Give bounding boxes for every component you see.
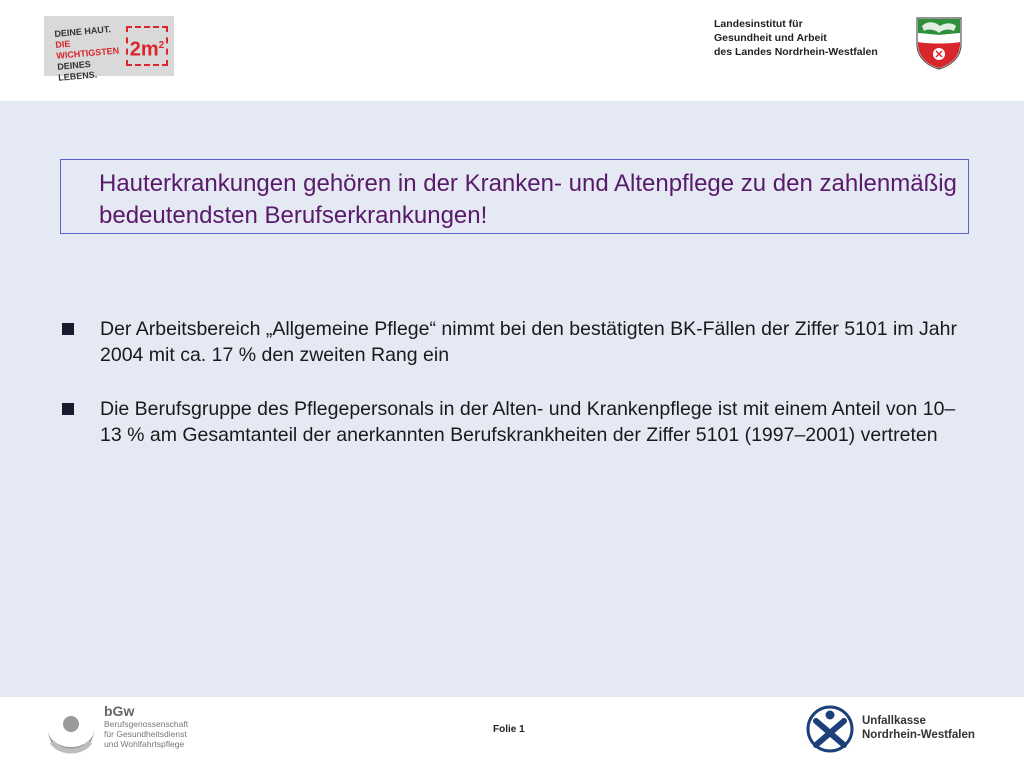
campaign-slogan: DEINE HAUT. DIE WICHTIGSTEN DEINES LEBENS. [54, 24, 120, 83]
nrw-crest-icon [914, 16, 964, 70]
slide-header [0, 0, 1024, 101]
unfallkasse-logo-icon [806, 705, 854, 753]
square-bullet-icon [62, 403, 74, 415]
institute-name: Landesinstitut für Gesundheit und Arbeit des Landes Nordrhein-Westfalen [714, 18, 878, 58]
bullet-item: Die Berufsgruppe des Pflegepersonals in der Alten- und Krankenpflege ist mit einem Anteil von 10–13 % am Gesamtanteil der anerkannten Berufskrankheiten der Ziffer 5101 (1997–2001) vertreten [62, 396, 972, 448]
page-number: Folie 1 [493, 724, 525, 735]
campaign-logo [44, 16, 174, 83]
square-bullet-icon [62, 323, 74, 335]
slide-title-box [60, 159, 969, 234]
unfallkasse-name: Unfallkasse Nordrhein-Westfalen [862, 715, 975, 741]
slide-content [0, 101, 1024, 697]
bgw-name: bGw Berufsgenossenschaft für Gesundheitsdienst und Wohlfahrtspflege [104, 703, 189, 749]
campaign-badge: $2m^2$ [126, 26, 168, 66]
slide-title: Hauterkrankungen gehören in der Kranken- und Altenpflege zu den zahlenmäßig bedeutendsten Berufserkrankungen! [99, 170, 957, 229]
bullet-item: Der Arbeitsbereich „Allgemeine Pflege“ nimmt bei den bestätigten BK-Fällen der Ziffer 5101 im Jahr 2004 mit ca. 17 % den zweiten Rang ein [62, 316, 972, 368]
slide-footer [0, 697, 1024, 768]
bgw-logo-icon [44, 708, 98, 762]
bullet-list [62, 316, 972, 476]
